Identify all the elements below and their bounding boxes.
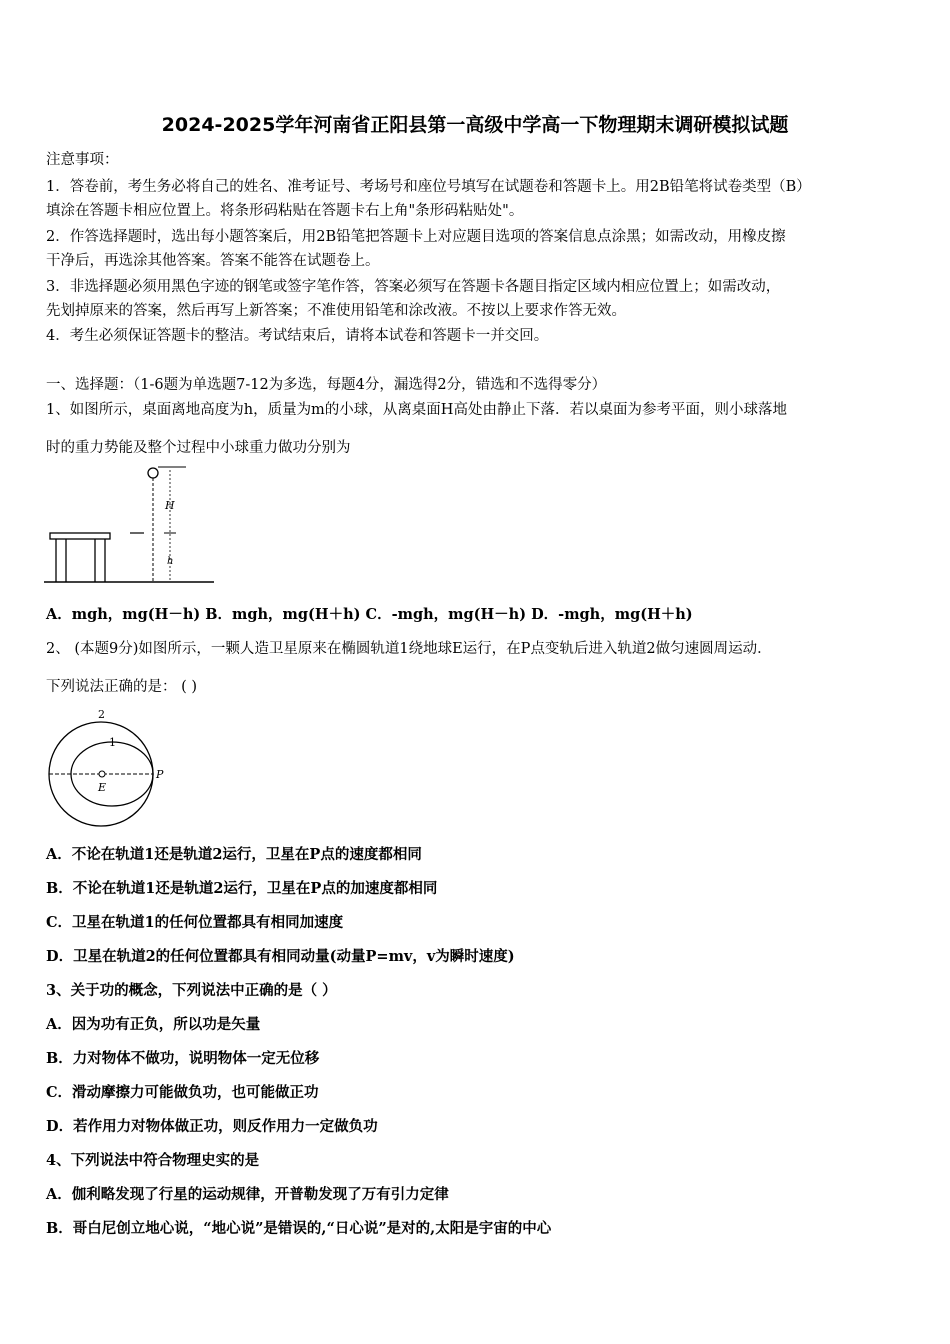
page-title: 2024-2025学年河南省正阳县第一高级中学高一下物理期末调研模拟试题 <box>161 114 789 136</box>
earth-icon <box>99 771 105 777</box>
notice-line: 2．作答选择题时，选出每小题答案后，用2B铅笔把答题卡上对应题目选项的答案信息点涂黑；如需改动，用橡皮擦 <box>46 229 786 245</box>
question-4-stem: 4、下列说法中符合物理史实的是 <box>46 1152 260 1169</box>
question-1-stem-cont: 时的重力势能及整个过程中小球重力做功分别为 <box>46 440 351 456</box>
orbit-2-label: 2 <box>98 708 105 721</box>
question-3-stem: 3、关于功的概念，下列说法中正确的是（ ） <box>46 982 337 999</box>
notice-heading: 注意事项： <box>46 152 119 168</box>
question-1-options: A．mgh，mg(H－h) B．mgh，mg(H＋h) C．-mgh，mg(H－h) D．-mgh，mg(H＋h) <box>46 606 693 623</box>
notice-line: 4．考生必须保证答题卡的整洁。考试结束后，请将本试卷和答题卡一并交回。 <box>46 328 549 344</box>
earth-label: E <box>98 781 107 794</box>
orbit-1-label: 1 <box>109 736 116 749</box>
height-H-label: H <box>165 499 175 512</box>
question-4-option-a: A．伽利略发现了行星的运动规律，开普勒发现了万有引力定律 <box>46 1186 449 1203</box>
notice-line: 填涂在答题卡相应位置上。将条形码粘贴在答题卡右上角"条形码粘贴处"。 <box>46 203 524 219</box>
question-2-option-d: D．卫星在轨道2的任何位置都具有相同动量(动量P=mv，v为瞬时速度) <box>46 948 515 965</box>
question-4-option-b: B．哥白尼创立地心说，“地心说”是错误的,“日心说”是对的,太阳是宇宙的中心 <box>46 1220 552 1237</box>
question-2-stem: 2、 (本题9分)如图所示，一颗人造卫星原来在椭圆轨道1绕地球E运行，在P点变轨后进入轨道2做匀速圆周运动． <box>46 641 772 657</box>
question-1-figure <box>44 462 216 588</box>
notice-line: 3．非选择题必须用黑色字迹的钢笔或签字笔作答，答案必须写在答题卡各题目指定区域内相应位置上；如需改动， <box>46 279 781 295</box>
question-2-option-b: B．不论在轨道1还是轨道2运行，卫星在P点的加速度都相同 <box>46 880 438 897</box>
question-2-option-c: C．卫星在轨道1的任何位置都具有相同加速度 <box>46 914 344 931</box>
question-3-option-b: B．力对物体不做功，说明物体一定无位移 <box>46 1050 320 1067</box>
question-3-option-d: D．若作用力对物体做正功，则反作用力一定做负功 <box>46 1118 378 1135</box>
question-2-option-a: A．不论在轨道1还是轨道2运行，卫星在P点的速度都相同 <box>46 846 422 863</box>
notice-line: 先划掉原来的答案，然后再写上新答案；不准使用铅笔和涂改液。不按以上要求作答无效。 <box>46 303 626 319</box>
ball-icon <box>148 468 158 478</box>
question-3-option-a: A．因为功有正负，所以功是矢量 <box>46 1016 261 1033</box>
section-heading: 一、选择题：（1-6题为单选题7-12为多选，每题4分，漏选得2分，错选和不选得零分） <box>46 377 607 393</box>
question-2-figure <box>44 704 174 830</box>
table-top <box>50 533 110 539</box>
notice-line: 1．答卷前，考生务必将自己的姓名、准考证号、考场号和座位号填写在试题卷和答题卡上。用2B铅笔将试卷类型（B） <box>46 179 811 195</box>
question-3-option-c: C．滑动摩擦力可能做负功，也可能做正功 <box>46 1084 319 1101</box>
question-1-stem: 1、如图所示，桌面离地高度为h，质量为m的小球，从离桌面H高处由静止下落．若以桌面为参考平面，则小球落地 <box>46 402 787 418</box>
question-2-stem-cont: 下列说法正确的是： ( ) <box>46 679 198 695</box>
height-h-label: h <box>167 556 174 567</box>
point-p-label: P <box>156 768 164 781</box>
notice-line: 干净后，再选涂其他答案。答案不能答在试题卷上。 <box>46 253 380 269</box>
